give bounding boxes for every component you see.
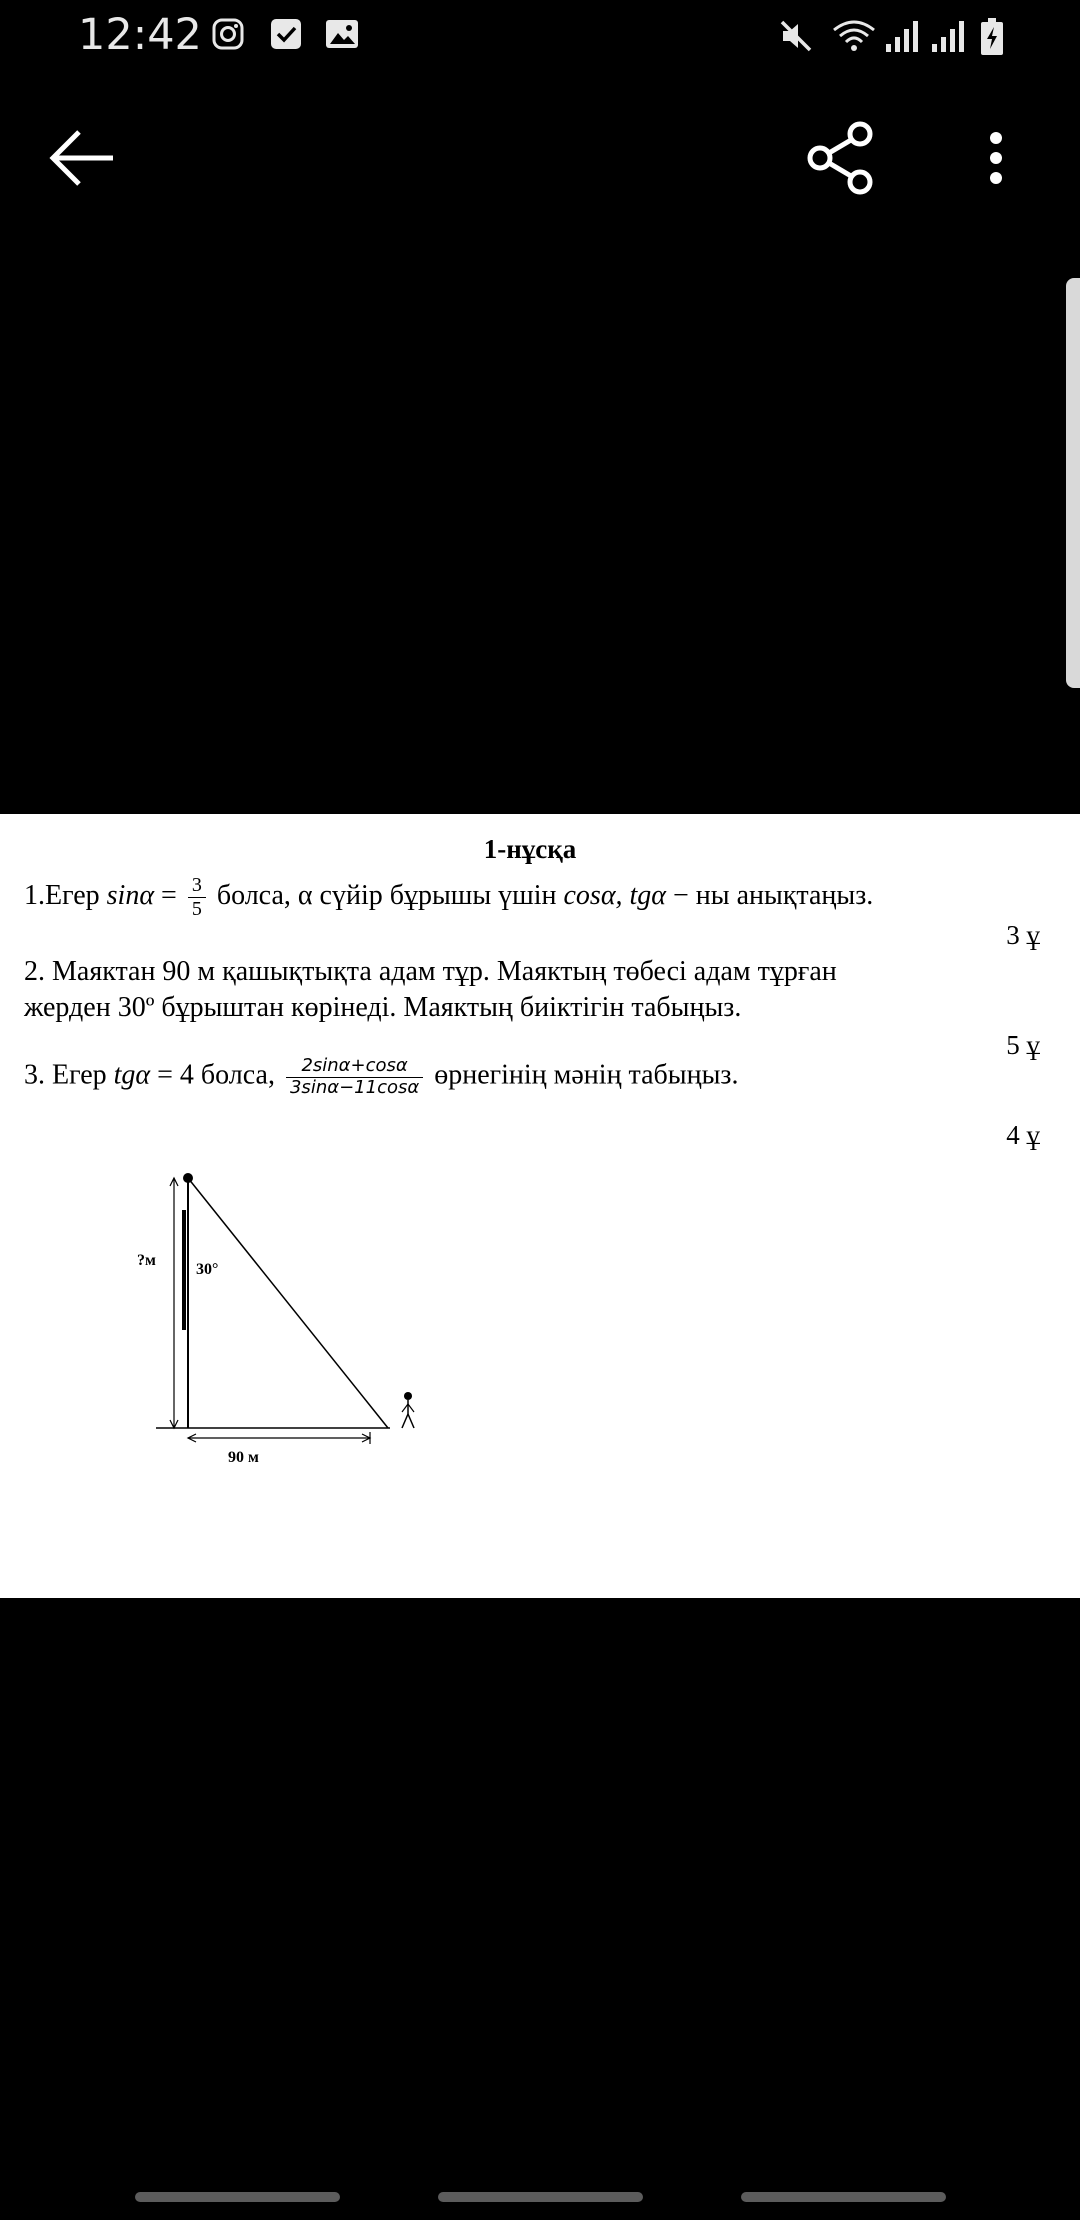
check-icon xyxy=(270,18,302,55)
question-2-line-1: 2. Маяктан 90 м қашықтықта адам тұр. Маяктың төбесі адам тұрған xyxy=(24,956,837,987)
navigation-bar xyxy=(0,2180,1080,2220)
nav-recents-button[interactable] xyxy=(135,2192,340,2202)
mute-icon xyxy=(778,18,814,59)
more-vert-icon xyxy=(986,130,1006,191)
person-figure xyxy=(402,1392,414,1428)
nav-back-button[interactable] xyxy=(741,2192,946,2202)
fraction-3-5: $\frac{3}{5}$ xyxy=(188,874,206,921)
arrow-left-icon xyxy=(49,128,117,193)
lighthouse-diagram xyxy=(137,1170,460,1570)
app-bar xyxy=(0,110,1080,210)
signal-icon xyxy=(884,18,922,59)
question-2-points: 5 ұ xyxy=(1006,1030,1040,1060)
battery-charging-icon xyxy=(980,18,1004,61)
back-button[interactable] xyxy=(33,110,133,210)
share-icon xyxy=(802,120,878,201)
question-3-points: 4 ұ xyxy=(1006,1120,1040,1150)
signal-icon-2 xyxy=(930,18,968,59)
share-button[interactable] xyxy=(790,110,890,210)
question-1-points: 3 ұ xyxy=(1006,920,1040,950)
status-bar xyxy=(0,0,1080,72)
document-image[interactable] xyxy=(0,814,1080,1598)
base-label: 90 м xyxy=(228,1449,259,1466)
gallery-icon xyxy=(325,18,359,55)
question-3: 3. Егер tgα = 4 болса, $\frac{2\sin\alpha+\cos\alpha}{3\sin\alpha-11\cos\alpha}$ өрнегінің мәнің табыңыз. xyxy=(24,1055,739,1098)
more-options-button[interactable] xyxy=(946,110,1046,210)
question-2-line-2: жерден 30º бұрыштан көрінеді. Маяктың биіктігін табыңыз. xyxy=(24,992,742,1023)
instagram-icon xyxy=(212,18,244,55)
question-1: 1.Егер sinα = $\frac{3}{5}$ болса, α сүйір бұрышы үшін cosα, tgα − ны анықтаңыз. xyxy=(24,874,874,920)
height-label: ?м xyxy=(137,1252,156,1269)
angle-label: 30° xyxy=(196,1261,219,1278)
status-clock: 12:42 xyxy=(78,10,202,60)
document-title: 1-нұсқа xyxy=(483,834,577,864)
nav-home-button[interactable] xyxy=(438,2192,643,2202)
wifi-icon xyxy=(832,18,876,59)
fraction-expression: $\frac{2\sin\alpha+\cos\alpha}{3\sin\alpha-11\cos\alpha}$ xyxy=(286,1056,423,1098)
scrollbar-thumb[interactable] xyxy=(1066,278,1080,688)
